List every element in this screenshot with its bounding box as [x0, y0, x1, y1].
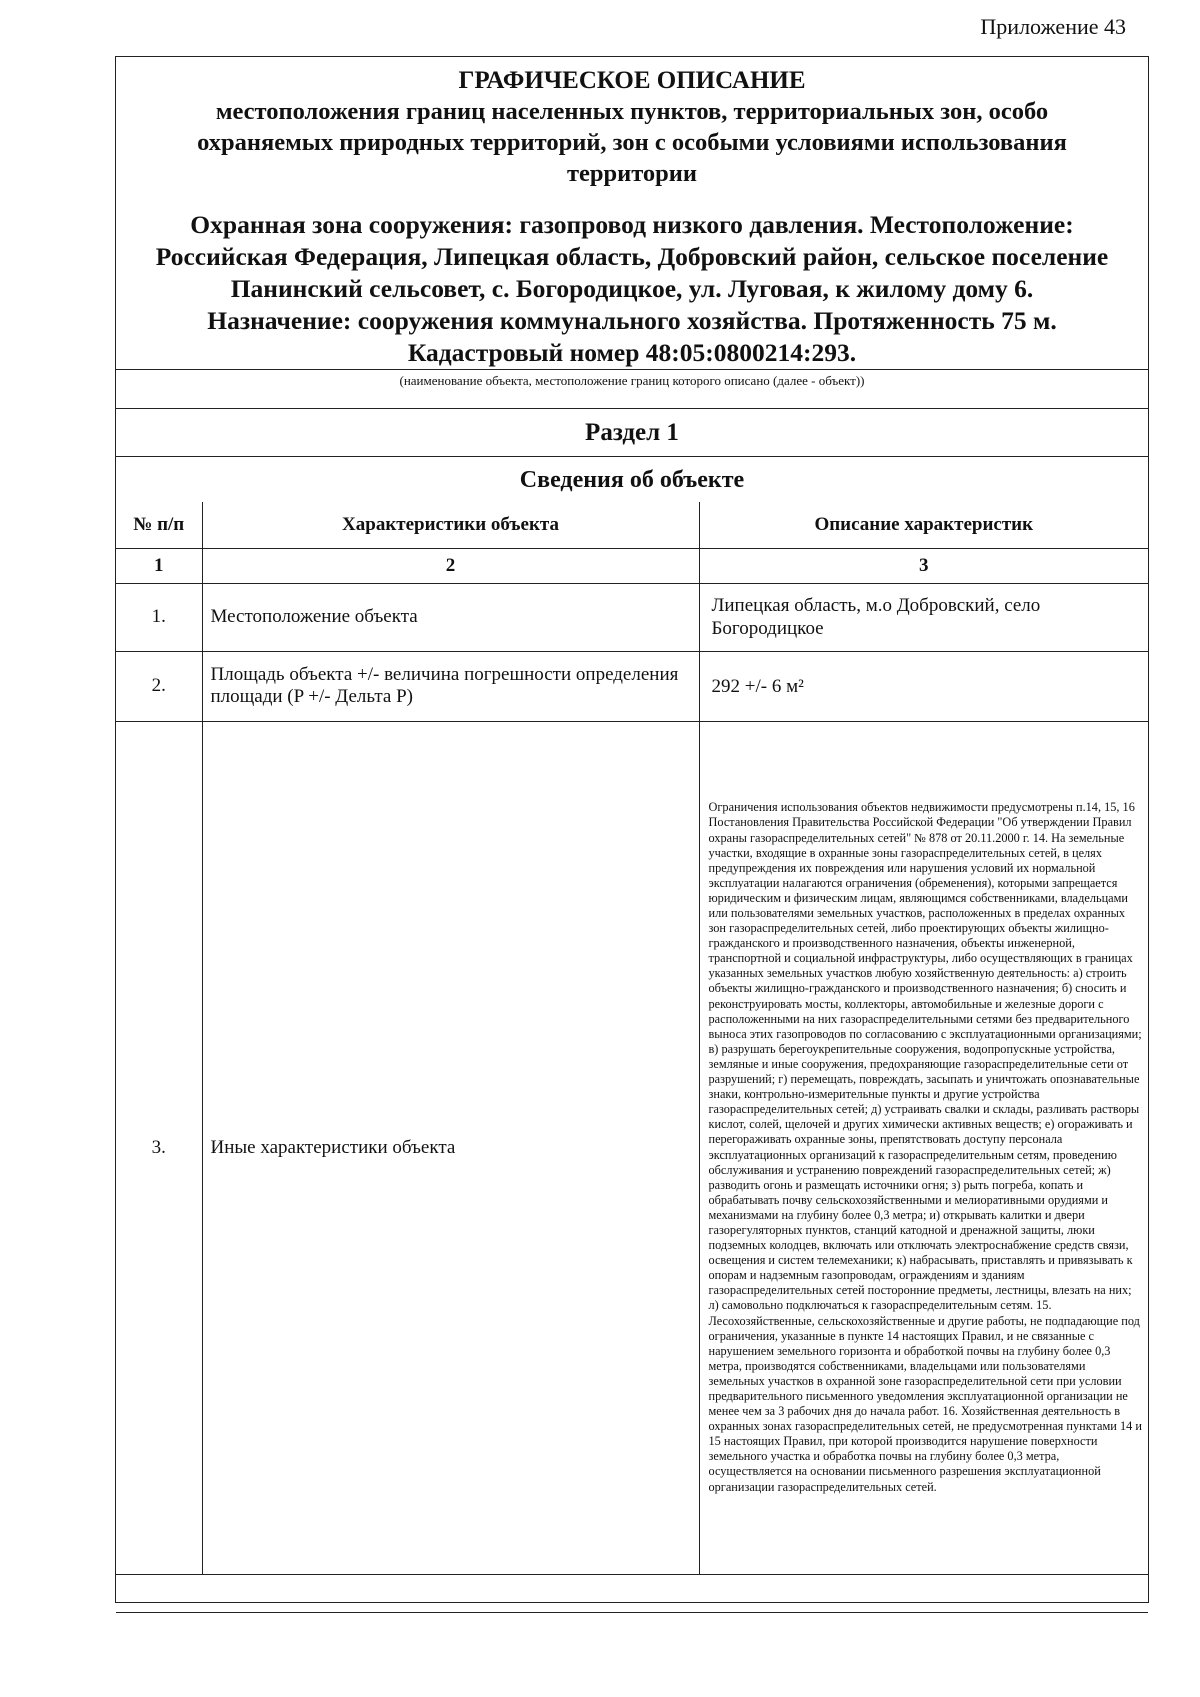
table-row [116, 583, 1148, 651]
object-description [116, 209, 1148, 369]
object-line: Панинский сельсовет, с. Богородицкое, ул. Луговая, к жилому дому 6. [230, 274, 1034, 303]
table-row [116, 651, 1148, 721]
table-row [116, 721, 1148, 1574]
column-number: 3 [699, 548, 1148, 583]
row-characteristic: Площадь объекта +/- величина погрешности определения площади (P +/- Дельта P) [202, 651, 699, 721]
column-number: 2 [202, 548, 699, 583]
section-subtitle: Сведения об объекте [519, 467, 745, 493]
empty-row [116, 1574, 1148, 1612]
table-header-row [116, 502, 1148, 548]
row-characteristic: Иные характеристики объекта [202, 721, 699, 1574]
document-frame [115, 56, 1149, 1603]
section-title: Раздел 1 [585, 419, 679, 446]
row-description: Ограничения использования объектов недвижимости предусмотрены п.14, 15, 16 Постановления Правительства Российской Федерации "Об утверждении Правил охраны газораспределительных сетей" № 878 от 20.11.2000 г. 14. На земельные участки, входящие в охранные зоны газораспределительных сетей, в целях предупреждения их повреждения или нарушения условий их нормальной эксплуатации налагаются ограничения (обременения), которыми запрещается юридическим и физическим лицам, являющимся собственниками, владельцами или пользователями земельных участков, расположенных в пределах охранных зон газораспределительных сетей, либо проектирующих объекты жилищно-гражданского и производственного назначения, объекты инженерной, транспортной и социальной инфраструктуры, либо осуществляющих в границах указанных земельных участков любую хозяйственную деятельность: а) строить объекты жилищно-гражданского и производственного назначения; б) сносить и реконструировать мосты, коллекторы, автомобильные и железные дороги с расположенными на них газораспределительными сетями без предварительного выноса этих газопроводов по согласованию с эксплуатационными организациями; в) разрушать берегоукрепительные сооружения, водопропускные устройства, земляные и иные сооружения, предохраняющие газораспределительные сети от разрушений; г) перемещать, повреждать, засыпать и уничтожать опознавательные знаки, контрольно-измерительные пункты и другие устройства газораспределительных сетей; д) устраивать свалки и склады, разливать растворы кислот, солей, щелочей и других химически активных веществ; е) огораживать и перегораживать охранные зоны, препятствовать доступу персонала эксплуатационных организаций к газораспределительным сетям, проведению обслуживания и устранению повреждений газораспределительных сетей; ж) разводить огонь и размещать источники огня; з) рыть погреба, копать и обрабатывать почву сельскохозяйственными и мелиоративными орудиями и механизмами на глубину более 0,3 метра; и) открывать калитки и двери газорегуляторных пунктов, станций катодной и дренажной защиты, люки подземных колодцев, включать или отключать электроснабжение средств связи, освещения и систем телемеханики; к) набрасывать, приставлять и привязывать к опорам и надземным газопроводам, ограждениям и зданиям газораспределительных сетей посторонние предметы, лестницы, влезать на них; л) самовольно подключаться к газораспределительным сетям. 15. Лесохозяйственные, сельскохозяйственные и другие работы, не подпадающие под ограничения, указанные в пункте 14 настоящих Правил, и не связанные с нарушением земельного горизонта и обработкой почвы на глубину более 0,3 метра, производятся собственниками, владельцами или пользователями земельных участков в охранной зоне газораспределительной сети при условии предварительного письменного уведомления эксплуатационной организации не менее чем за 3 рабочих дня до начала работ. 16. Хозяйственная деятельность в охранных зонах газораспределительных сетей, не предусмотренная пунктами 14 и 15 настоящих Правил, при которой производится нарушение поверхности земельного участка и обработка почвы на глубину более 0,3 метра, осуществляется на основании письменного разрешения эксплуатационной организации газораспределительных сетей. [699, 721, 1148, 1574]
object-info-table [116, 502, 1148, 1613]
divider [116, 408, 1148, 409]
divider [116, 369, 1148, 370]
row-index: 3. [116, 721, 202, 1574]
column-header: № п/п [116, 502, 202, 548]
object-line: Охранная зона сооружения: газопровод низкого давления. Местоположение: [190, 210, 1074, 239]
row-description: 292 +/- 6 м² [699, 651, 1148, 721]
document-header [116, 57, 1148, 369]
column-number: 1 [116, 548, 202, 583]
row-description: Липецкая область, м.о Добровский, село Богородицкое [699, 583, 1148, 651]
object-caption: (наименование объекта, местоположение границ которого описано (далее - объект)) [399, 373, 865, 388]
document-subtitle: местоположения границ населенных пунктов, территориальных зон, особо охраняемых природных территорий, зон с особыми условиями использования территории [197, 98, 1067, 187]
divider [116, 456, 1148, 457]
column-number-row [116, 548, 1148, 583]
object-line: Кадастровый номер 48:05:0800214:293. [407, 338, 857, 367]
object-line: Российская Федерация, Липецкая область, Добровский район, сельское поселение [155, 242, 1109, 271]
appendix-label: Приложение 43 [980, 14, 1126, 39]
column-header: Характеристики объекта [202, 502, 699, 548]
row-index: 2. [116, 651, 202, 721]
row-index: 1. [116, 583, 202, 651]
column-header: Описание характеристик [699, 502, 1148, 548]
row-characteristic: Местоположение объекта [202, 583, 699, 651]
object-line: Назначение: сооружения коммунального хозяйства. Протяженность 75 м. [207, 306, 1057, 335]
document-title: ГРАФИЧЕСКОЕ ОПИСАНИЕ [458, 67, 806, 94]
empty-cell [116, 1574, 1148, 1612]
